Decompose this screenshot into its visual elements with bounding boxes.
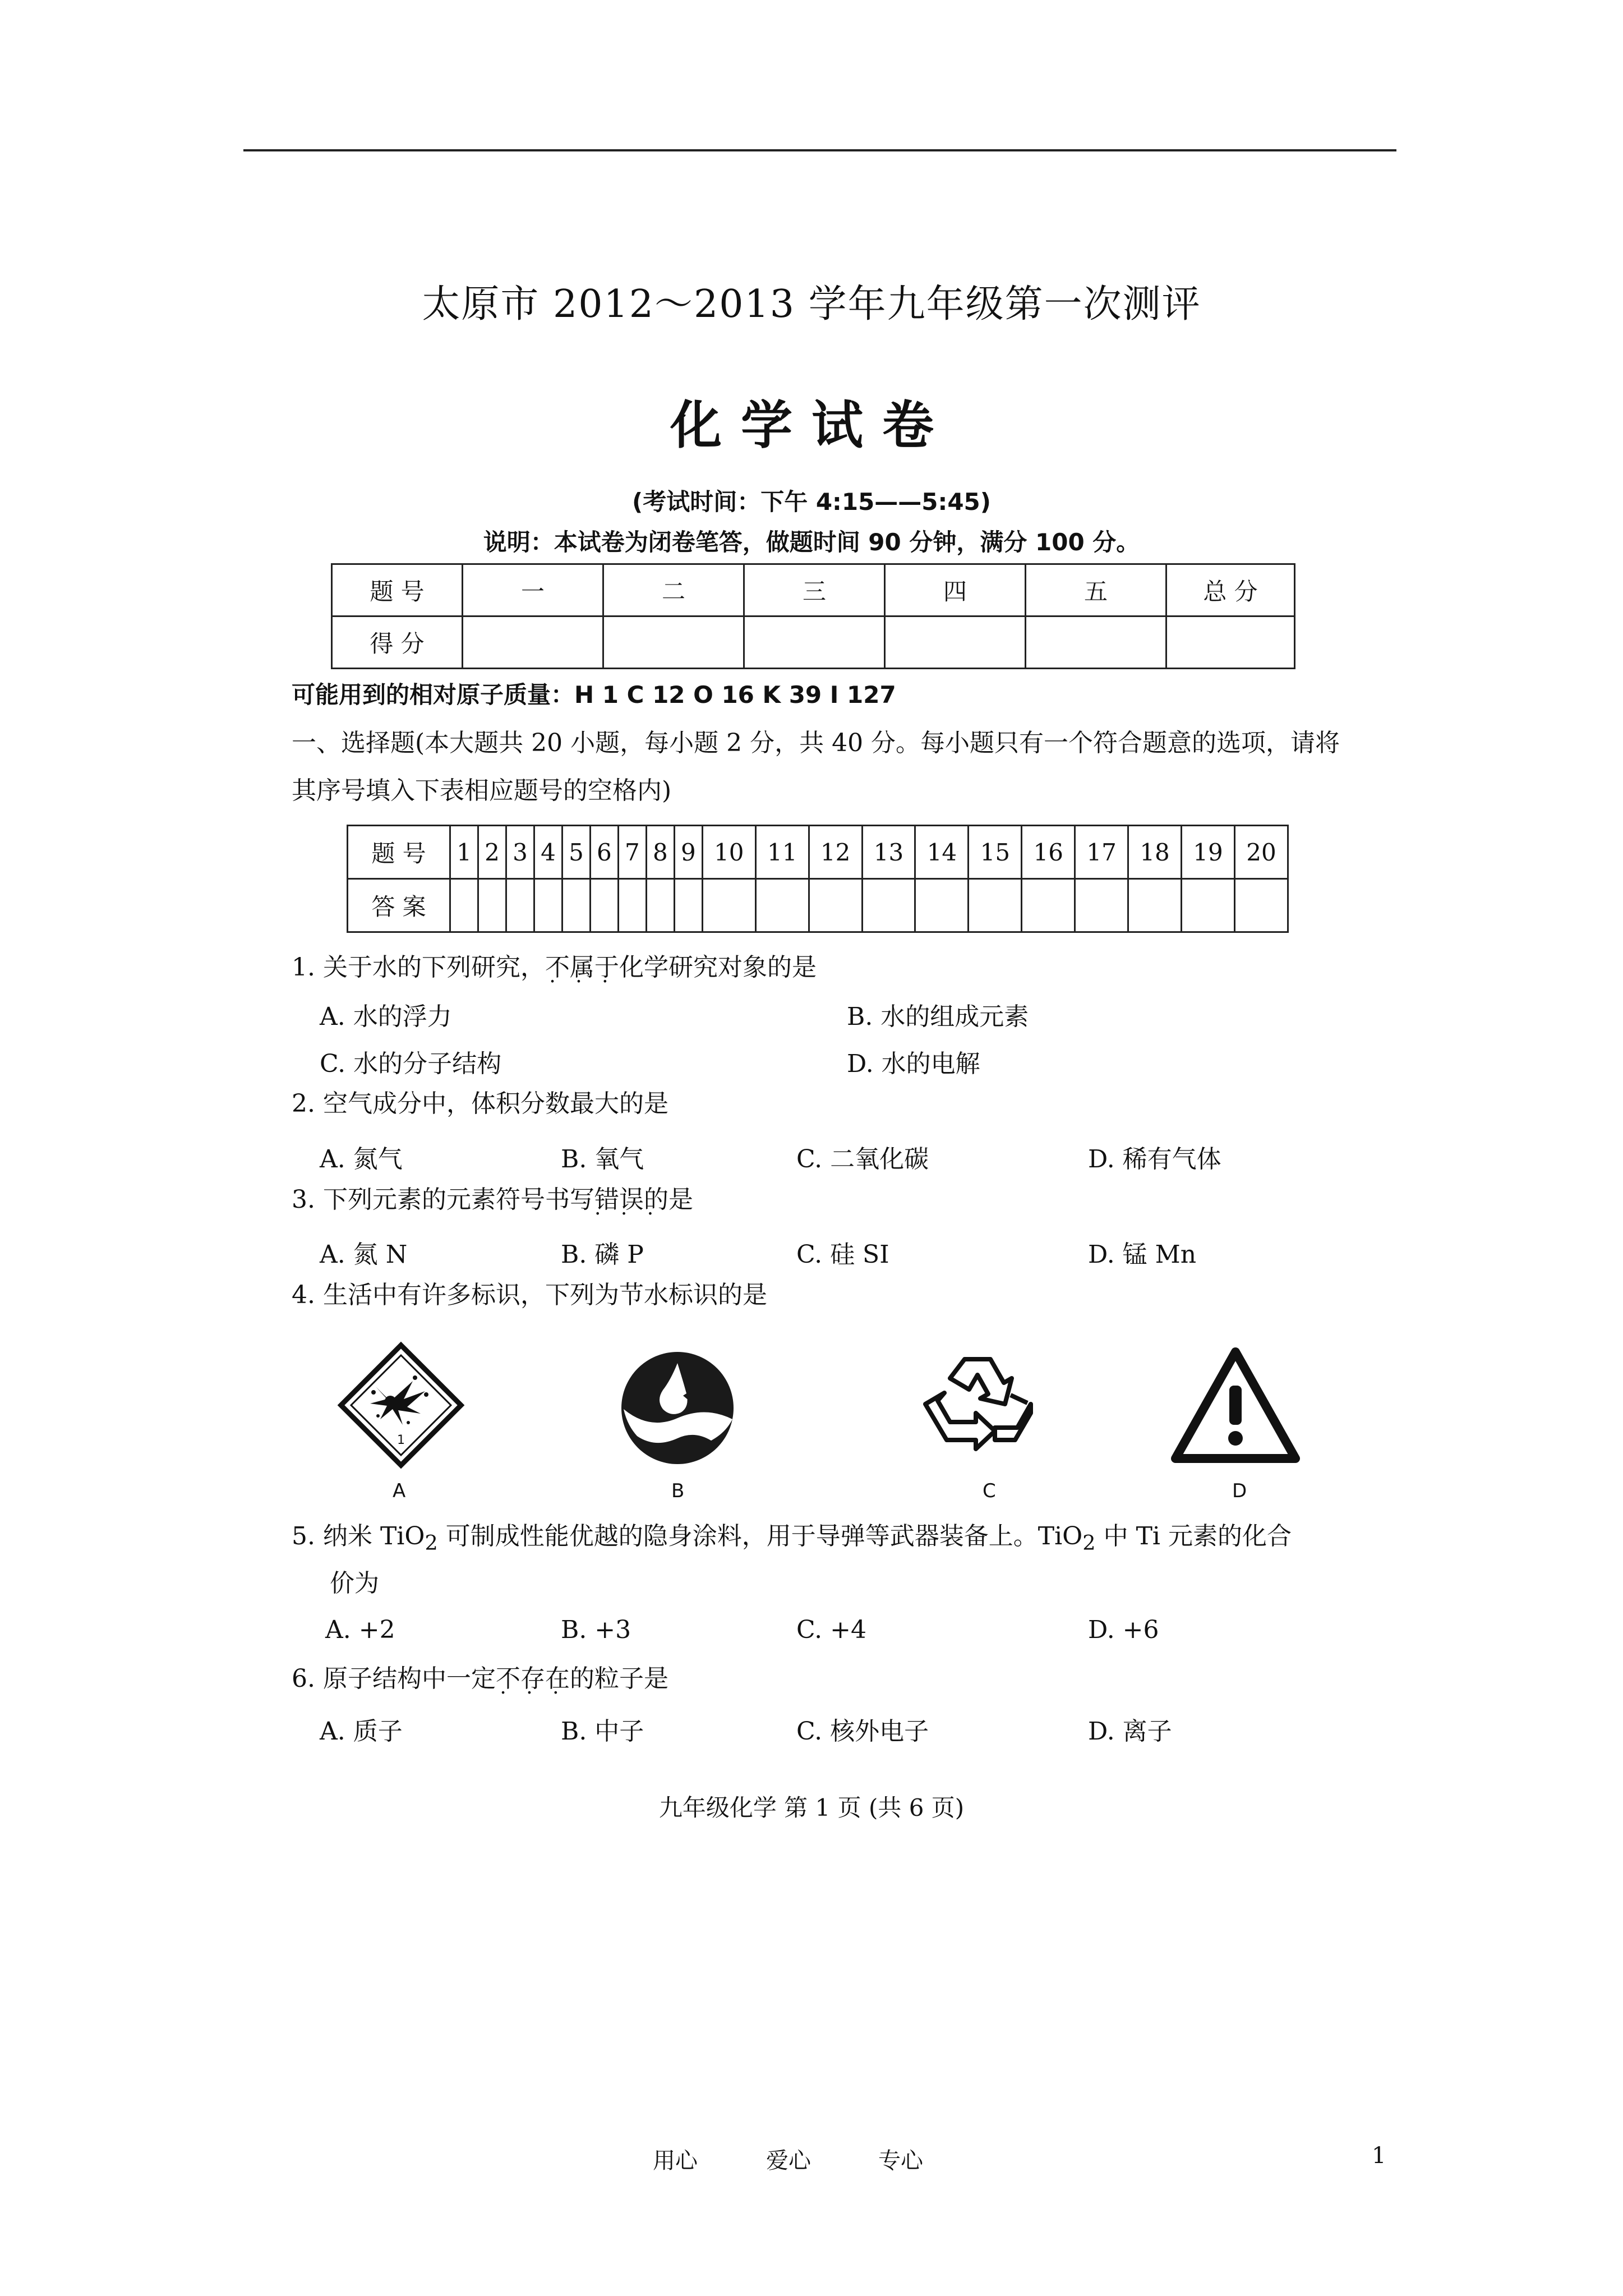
- answer-blank-cell[interactable]: [1182, 879, 1235, 932]
- answer-blank-cell[interactable]: [534, 879, 562, 932]
- water-saving-sign-icon[interactable]: [616, 1346, 739, 1470]
- answer-number-cell: 15: [969, 826, 1022, 879]
- answer-blank-cell[interactable]: [1075, 879, 1128, 932]
- answer-blank-cell[interactable]: [562, 879, 590, 932]
- answer-number-cell: 19: [1182, 826, 1235, 879]
- answer-number-cell: 9: [674, 826, 702, 879]
- option-c[interactable]: C. 核外电子: [796, 1717, 929, 1746]
- answer-number-cell: 7: [618, 826, 646, 879]
- option-a[interactable]: A. 氮气: [320, 1145, 403, 1174]
- answer-blank-cell[interactable]: [618, 879, 646, 932]
- recycling-sign-icon[interactable]: [913, 1338, 1042, 1467]
- answer-blank-cell[interactable]: [450, 879, 478, 932]
- score-cell-section: 五: [1026, 564, 1166, 616]
- answer-number-cell: 8: [646, 826, 674, 879]
- answer-blank-cell[interactable]: [506, 879, 534, 932]
- question-stem: 2. 空气成分中，体积分数最大的是: [292, 1089, 668, 1118]
- score-cell-label: 题 号: [332, 564, 463, 616]
- explosive-hazard-sign-icon[interactable]: [336, 1341, 465, 1470]
- option-d[interactable]: D. 锰 Mn: [1088, 1240, 1197, 1269]
- score-cell-section: 三: [744, 564, 885, 616]
- footer-slogan-3: 专心: [878, 2148, 923, 2174]
- option-b[interactable]: B. 氧气: [561, 1145, 644, 1174]
- answer-number-label: 题 号: [348, 826, 450, 879]
- answer-number-cell: 3: [506, 826, 534, 879]
- score-blank-cell[interactable]: [1166, 616, 1295, 669]
- option-d[interactable]: D. 水的电解: [847, 1050, 980, 1078]
- option-c[interactable]: C. 二氧化碳: [796, 1145, 929, 1174]
- question-stem-line1: 5. 纳米 TiO$_2$ 可制成性能优越的隐身涂料，用于导弹等武器装备上。TiO$_2$ 中 Ti 元素的化合: [292, 1522, 1292, 1555]
- option-a[interactable]: A. 水的浮力: [320, 1002, 452, 1031]
- question-stem: 1. 关于水的下列研究，不属于 · · ·化学研究对象的是: [292, 944, 817, 992]
- score-blank-cell[interactable]: [885, 616, 1026, 669]
- footer-slogan-2: 爱心: [766, 2148, 811, 2174]
- option-a[interactable]: A. +2: [325, 1616, 395, 1644]
- question-stem-line2: 价为: [330, 1569, 379, 1598]
- score-cell-section: 一: [463, 564, 603, 616]
- answer-blank-cell[interactable]: [915, 879, 969, 932]
- question-stem: 3. 下列元素的元素符号书写错误 · · ·的是: [292, 1176, 693, 1224]
- answer-number-cell: 17: [1075, 826, 1128, 879]
- answer-blank-cell[interactable]: [969, 879, 1022, 932]
- answer-number-cell: 18: [1128, 826, 1182, 879]
- option-c[interactable]: C. +4: [796, 1616, 866, 1644]
- page-number: 1: [1372, 2143, 1386, 2169]
- answer-blank-cell[interactable]: [478, 879, 506, 932]
- answer-blank-cell[interactable]: [646, 879, 674, 932]
- answer-number-cell: 20: [1234, 826, 1288, 879]
- option-d[interactable]: D. 离子: [1088, 1717, 1172, 1746]
- option-b[interactable]: B. +3: [561, 1616, 631, 1644]
- answer-number-cell: 1: [450, 826, 478, 879]
- answer-blank-cell[interactable]: [1022, 879, 1075, 932]
- score-table-header-row: [332, 564, 1295, 616]
- page-info: 九年级化学 第 1 页 (共 6 页): [658, 1794, 965, 1821]
- answer-blank-cell[interactable]: [1234, 879, 1288, 932]
- answer-blank-cell[interactable]: [809, 879, 862, 932]
- exam-time: (考试时间：下午 4:15——5:45): [632, 488, 991, 516]
- option-a[interactable]: A. 质子: [320, 1717, 403, 1746]
- subject-title: 化学试卷: [670, 395, 953, 455]
- answer-blank-cell[interactable]: [755, 879, 809, 932]
- answer-number-cell: 5: [562, 826, 590, 879]
- svg-text:1: 1: [397, 1433, 405, 1447]
- sign-label-c: C: [983, 1480, 996, 1502]
- answer-blank-cell[interactable]: [674, 879, 702, 932]
- option-b[interactable]: B. 磷 P: [561, 1240, 644, 1269]
- answer-number-cell: 13: [862, 826, 915, 879]
- score-blank-cell[interactable]: [744, 616, 885, 669]
- option-c[interactable]: C. 水的分子结构: [320, 1050, 502, 1078]
- score-table-score-row: [332, 616, 1295, 669]
- exam-instructions: 说明：本试卷为闭卷笔答，做题时间 90 分钟，满分 100 分。: [483, 528, 1140, 556]
- footer-slogan-1: 用心: [653, 2148, 698, 2174]
- exam-title: 太原市 2012～2013 学年九年级第一次测评: [422, 282, 1201, 326]
- answer-table-answer-row: [348, 879, 1288, 932]
- score-blank-cell[interactable]: [463, 616, 603, 669]
- option-a[interactable]: A. 氮 N: [320, 1240, 408, 1269]
- atomic-masses: 可能用到的相对原子质量：H 1 C 12 O 16 K 39 I 127: [292, 681, 896, 708]
- score-cell-section: 四: [885, 564, 1026, 616]
- option-b[interactable]: B. 水的组成元素: [847, 1002, 1029, 1031]
- warning-sign-icon[interactable]: [1171, 1346, 1300, 1464]
- score-table: [331, 563, 1295, 669]
- score-cell-total: 总 分: [1166, 564, 1295, 616]
- section1-intro-line2: 其序号填入下表相应题号的空格内): [292, 776, 672, 805]
- answer-blank-cell[interactable]: [862, 879, 915, 932]
- answer-number-cell: 6: [590, 826, 618, 879]
- answer-blank-cell[interactable]: [702, 879, 755, 932]
- answer-table-number-row: [348, 826, 1288, 879]
- answer-number-cell: 4: [534, 826, 562, 879]
- option-b[interactable]: B. 中子: [561, 1717, 644, 1746]
- answer-label: 答 案: [348, 879, 450, 932]
- sign-label-d: D: [1232, 1480, 1247, 1502]
- score-row-label: 得 分: [332, 616, 463, 669]
- option-d[interactable]: D. +6: [1088, 1616, 1159, 1644]
- answer-number-cell: 14: [915, 826, 969, 879]
- question-stem: 4. 生活中有许多标识，下列为节水标识的是: [292, 1281, 767, 1309]
- score-blank-cell[interactable]: [603, 616, 744, 669]
- answer-table: [347, 825, 1289, 933]
- answer-number-cell: 10: [702, 826, 755, 879]
- header-rule: [243, 149, 1396, 151]
- option-c[interactable]: C. 硅 SI: [796, 1240, 889, 1269]
- answer-blank-cell[interactable]: [590, 879, 618, 932]
- answer-number-cell: 11: [755, 826, 809, 879]
- section1-intro-line1: 一、选择题(本大题共 20 小题，每小题 2 分，共 40 分。每小题只有一个符合题意的选项，请将: [292, 729, 1340, 757]
- answer-number-cell: 16: [1022, 826, 1075, 879]
- answer-number-cell: 2: [478, 826, 506, 879]
- option-d[interactable]: D. 稀有气体: [1088, 1145, 1221, 1174]
- answer-number-cell: 12: [809, 826, 862, 879]
- answer-blank-cell[interactable]: [1128, 879, 1182, 932]
- sign-label-a: A: [393, 1480, 406, 1502]
- sign-label-b: B: [671, 1480, 685, 1502]
- question-stem: 6. 原子结构中一定不存在 · · ·的粒子是: [292, 1655, 668, 1703]
- score-cell-section: 二: [603, 564, 744, 616]
- score-blank-cell[interactable]: [1026, 616, 1166, 669]
